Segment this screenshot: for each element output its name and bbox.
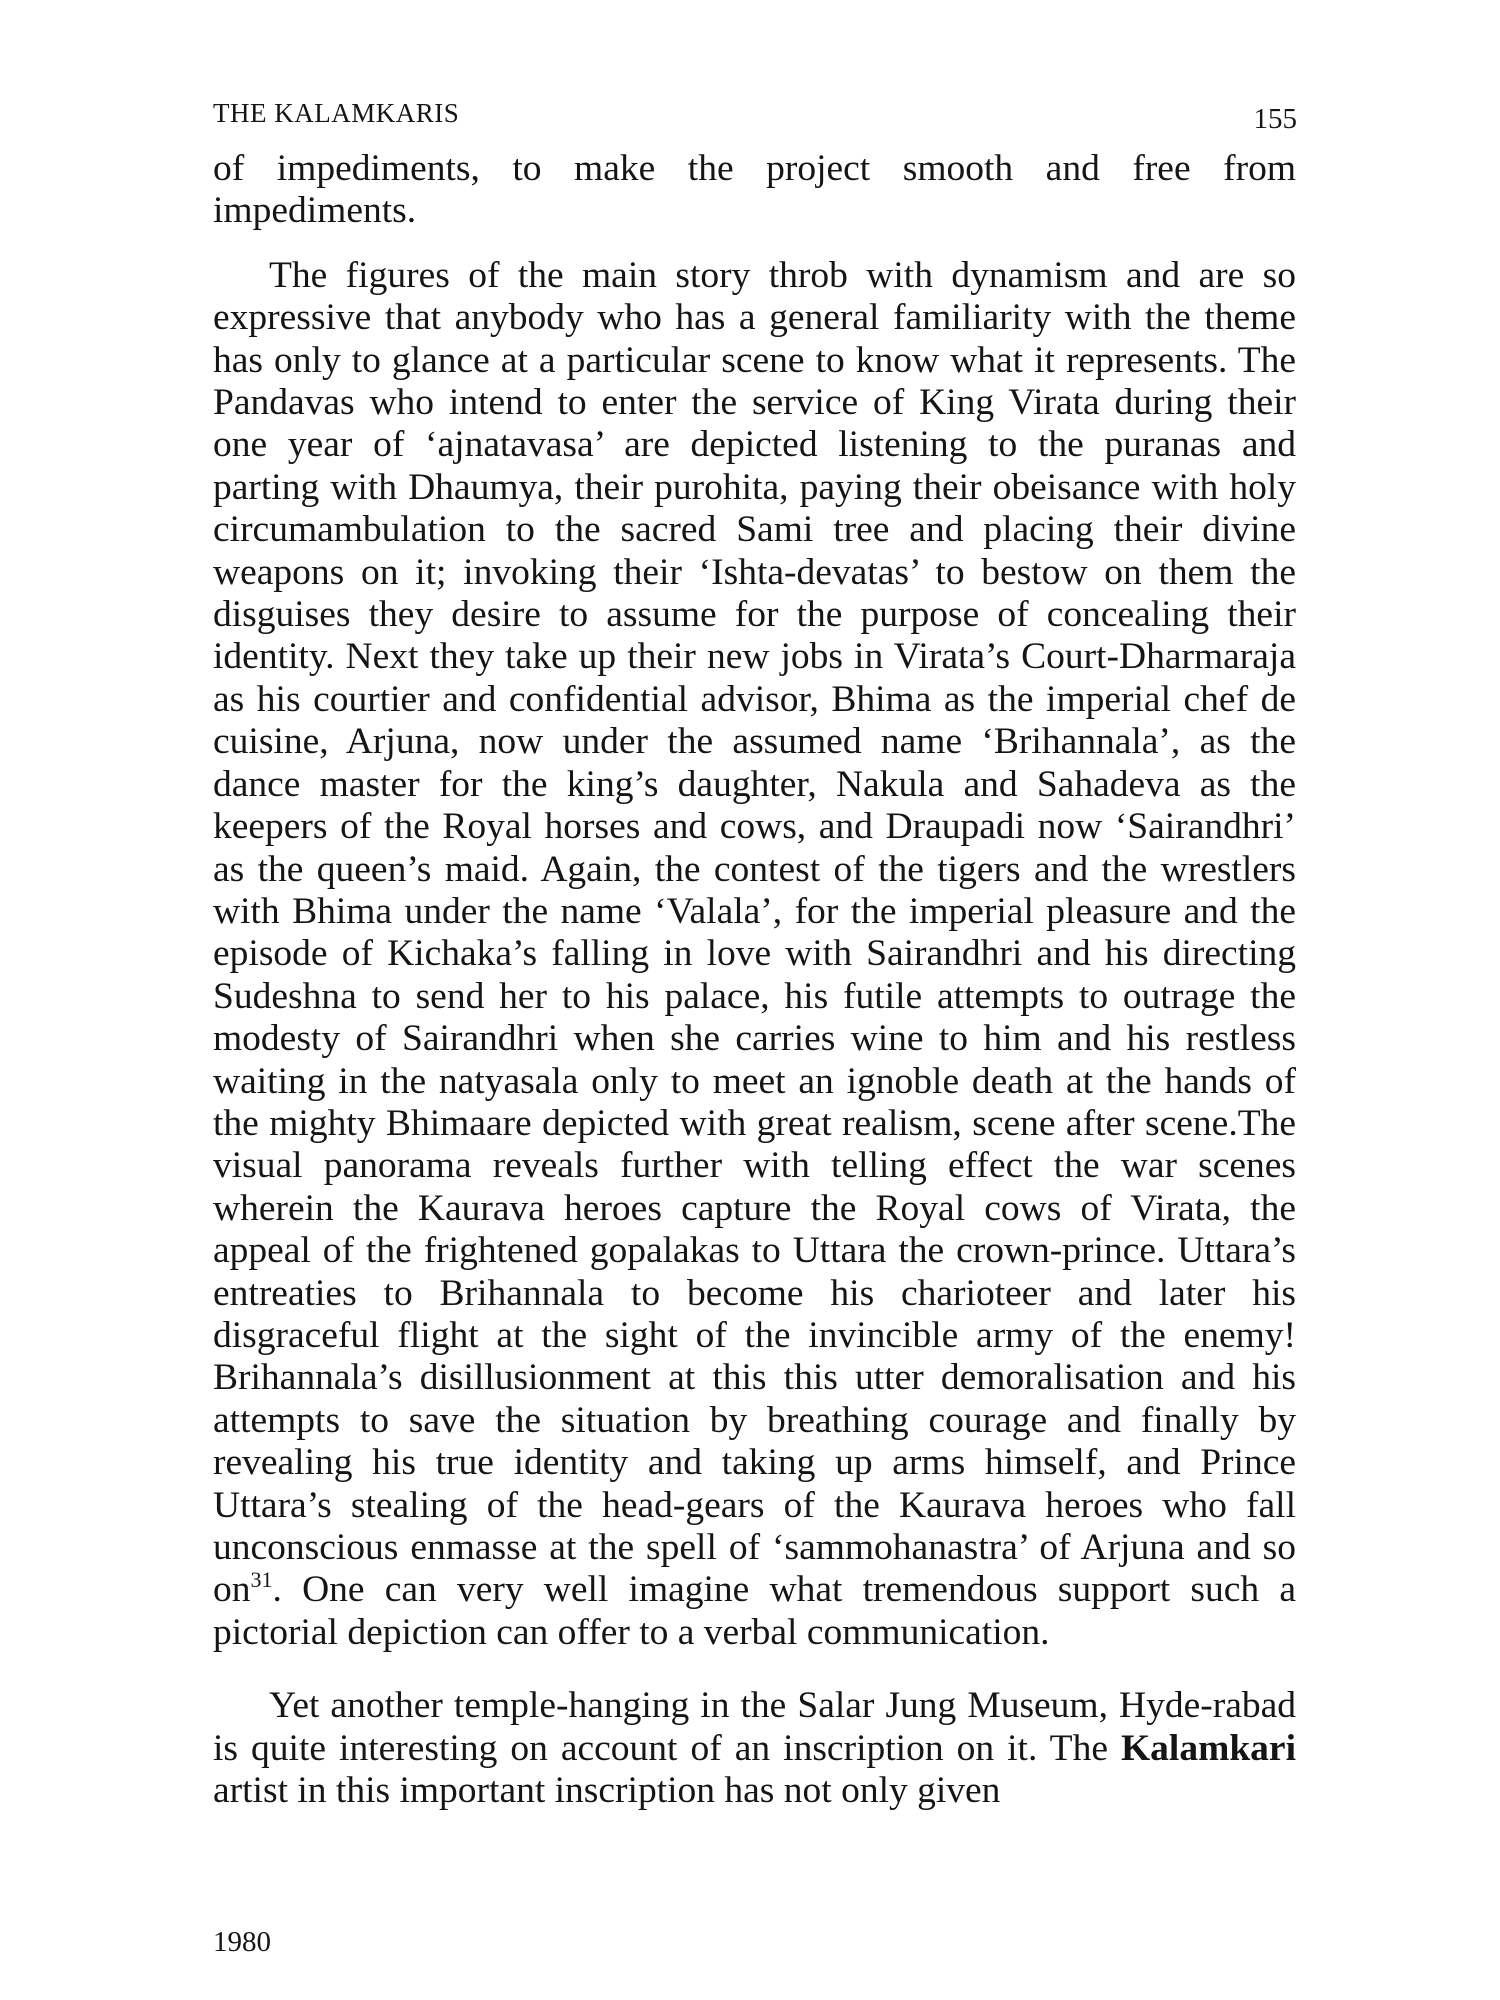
page-number: 155 (1253, 103, 1297, 135)
paragraph-text-end: artist in this important inscription has not only given (213, 1770, 1001, 1812)
body-text (213, 148, 1296, 1812)
paragraph-text-end: . One can very well imagine what tremendous support such a pictorial depiction can offer to a verbal communication. (213, 1569, 1296, 1653)
paragraph-continued: of impediments, to make the project smooth and free from impediments. (213, 148, 1296, 232)
paragraph-text: The figures of the main story throb with dynamism and are so expressive that anybody who has a general familiarity with the theme has only to glance at a particular scene to know what it represents. The Pandavas who intend to enter the service of King Virata during their one year of ‘ajnatavasa’ are depicted listening to the puranas and parting with Dhaumya, their purohita, paying their obeisance with holy circumambulation to the sacred Sami tree and placing their divine weapons on it; invoking their ‘Ishta-devatas’ to bestow on them the disguises they desire to assume for the purpose of concealing their identity. Next they take up their new jobs in Virata’s Court-Dharmaraja as his courtier and confidential advisor, Bhima as the imperial chef de cuisine, Arjuna, now under the assumed name ‘Brihannala’, as the dance master for the king’s daughter, Nakula and Sahadeva as the keepers of the Royal horses and cows, and Draupadi now ‘Sairandhri’ as the queen’s maid. Again, the contest of the tigers and the wrestlers with Bhima under the name ‘Valala’, for the imperial pleasure and the episode of Kichaka’s falling in love with Sairandhri and his directing Sudeshna to send her to his palace, his futile attempts to outrage the modesty of Sairandhri when she carries wine to him and his restless waiting in the natyasala only to meet an ignoble death at the hands of the mighty Bhimaare depicted with great realism, scene after scene.The visual panorama reveals further with telling effect the war scenes wherein the Kaurava heroes capture the Royal cows of Virata, the appeal of the frightened gopalakas to Uttara the crown-prince. Uttara’s entreaties to Brihannala to become his charioteer and later his disgraceful flight at the sight of the invincible army of the enemy! Brihannala’s disillusionment at this this utter demoralisation and his attempts to save the situation by breathing courage and finally by revealing his true identity and taking up arms himself, and Prince Uttara’s stealing of the head-gears of the Kaurava heroes who fall unconscious enmasse at the spell of ‘sammohanastra’ of Arjuna and so on (213, 254, 1296, 1611)
paragraph-virata-panorama (213, 255, 1296, 1654)
bold-term: Kalamkari (1121, 1727, 1296, 1769)
footnote-reference: 31 (250, 1567, 273, 1593)
running-title: THE KALAMKARIS (213, 98, 460, 128)
footer-year: 1980 (213, 1926, 271, 1958)
paragraph-inscription (213, 1685, 1296, 1812)
paragraph-text: Yet another temple-hanging in the Salar Jung Museum, Hyde-rabad is quite interesting on account of an inscription on it. The (213, 1685, 1296, 1769)
